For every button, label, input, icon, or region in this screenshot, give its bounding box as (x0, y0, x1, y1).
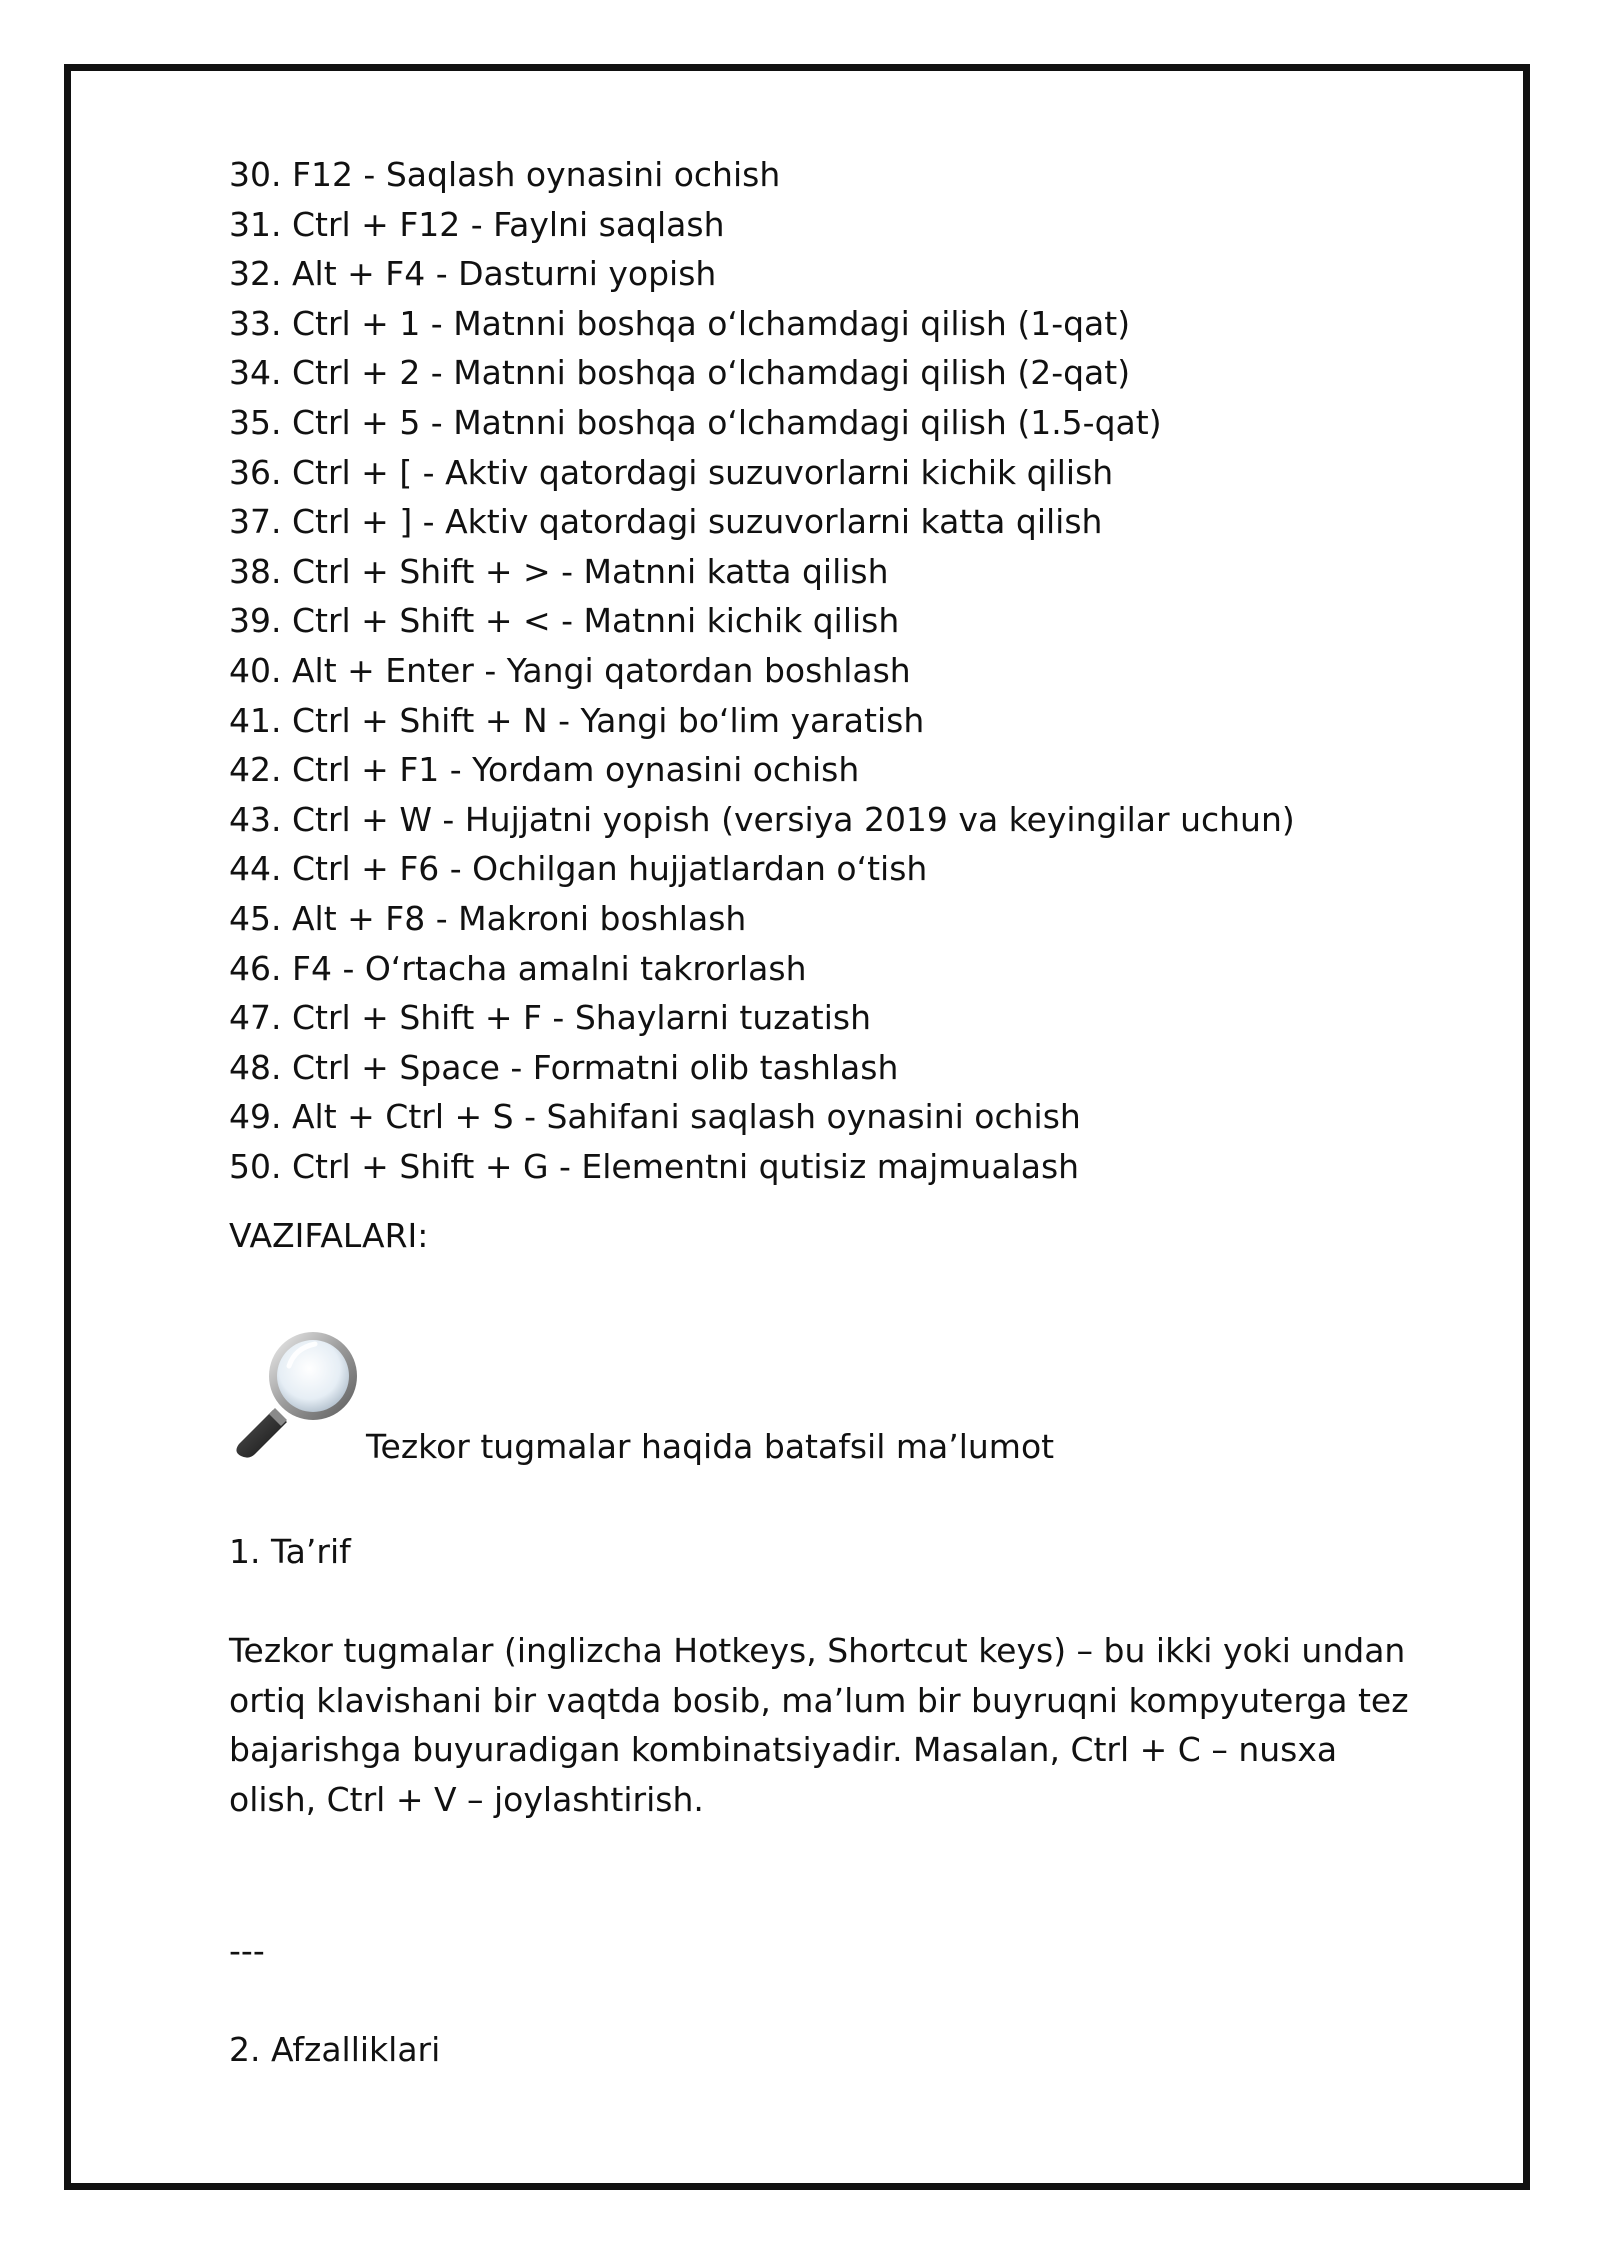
list-item: 38. Ctrl + Shift + > - Matnni katta qilish (229, 551, 889, 591)
list-item: 44. Ctrl + F6 - Ochilgan hujjatlardan o‘tish (229, 849, 928, 889)
list-item: 50. Ctrl + Shift + G - Elementni qutisiz majmualash (229, 1146, 1080, 1186)
tarif-heading: 1. Ta’rif (229, 1532, 351, 1572)
magnifying-glass-icon (229, 1326, 363, 1460)
list-item: 36. Ctrl + [ - Aktiv qatordagi suzuvorlarni kichik qilish (229, 452, 1114, 492)
list-item: 32. Alt + F4 - Dasturni yopish (229, 254, 717, 294)
afzalliklari-heading: 2. Afzalliklari (229, 2030, 441, 2070)
magnifier-row (229, 1326, 1429, 1486)
document-content (229, 150, 1429, 2075)
list-item: 39. Ctrl + Shift + < - Matnni kichik qilish (229, 601, 900, 641)
list-item: 33. Ctrl + 1 - Matnni boshqa o‘lchamdagi qilish (1-qat) (229, 303, 1131, 343)
list-item: 35. Ctrl + 5 - Matnni boshqa o‘lchamdagi qilish (1.5-qat) (229, 402, 1162, 442)
list-item: 41. Ctrl + Shift + N - Yangi bo‘lim yaratish (229, 700, 925, 740)
list-item: 46. F4 - O‘rtacha amalni takrorlash (229, 948, 807, 988)
definition-paragraph: Tezkor tugmalar (inglizcha Hotkeys, Shortcut keys) – bu ikki yoki undan ortiq klavishani bir vaqtda bosib, ma’lum bir buyruqni kompyuterga tez bajarishga buyuradigan kombinatsiyadir. Masalan, Ctrl + C – nusxa olish, Ctrl + V – joylashtirish. (229, 1631, 1409, 1819)
separator-text: --- (229, 1931, 265, 1971)
magnifier-caption: Tezkor tugmalar haqida batafsil ma’lumot (366, 1427, 1055, 1467)
vazifalari-heading: VAZIFALARI: (229, 1216, 429, 1256)
list-item: 49. Alt + Ctrl + S - Sahifani saqlash oynasini ochish (229, 1097, 1081, 1137)
list-item: 42. Ctrl + F1 - Yordam oynasini ochish (229, 750, 860, 790)
list-item: 30. F12 - Saqlash oynasini ochish (229, 155, 781, 194)
list-item: 45. Alt + F8 - Makroni boshlash (229, 898, 747, 938)
shortcut-list (229, 150, 1429, 1191)
list-item: 43. Ctrl + W - Hujjatni yopish (versiya 2019 va keyingilar uchun) (229, 799, 1295, 839)
list-item: 37. Ctrl + ] - Aktiv qatordagi suzuvorlarni katta qilish (229, 502, 1103, 542)
list-item: 31. Ctrl + F12 - Faylni saqlash (229, 204, 725, 244)
list-item: 48. Ctrl + Space - Formatni olib tashlash (229, 1047, 899, 1087)
list-item: 40. Alt + Enter - Yangi qatordan boshlash (229, 650, 911, 690)
list-item: 34. Ctrl + 2 - Matnni boshqa o‘lchamdagi qilish (2-qat) (229, 353, 1131, 393)
list-item: 47. Ctrl + Shift + F - Shaylarni tuzatish (229, 998, 872, 1038)
